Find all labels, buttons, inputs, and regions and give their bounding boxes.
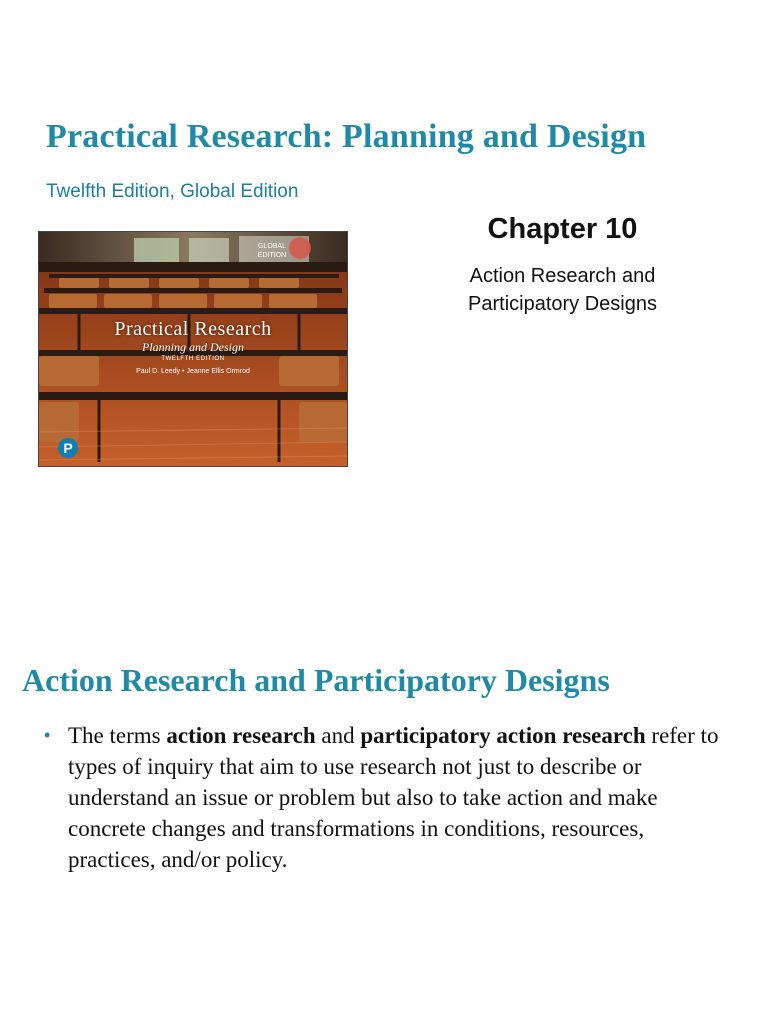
pearson-logo-icon: P [58, 438, 78, 458]
term-action-research: action research [166, 723, 316, 748]
chapter-block [420, 210, 705, 318]
cover-title: Practical Research [114, 318, 272, 340]
bullet-list [44, 720, 734, 875]
chapter-title [420, 262, 705, 318]
chapter-title-line-1: Action Research and [469, 265, 656, 287]
cover-edition: TWELFTH EDITION [161, 356, 225, 362]
edition-subtitle: Twelfth Edition, Global Edition [46, 181, 299, 202]
bullet-text-2: and [315, 723, 361, 748]
chapter-title-line-2: Participatory Designs [468, 293, 657, 315]
chapter-number: Chapter 10 [487, 213, 638, 245]
term-participatory-action-research: participatory action research [360, 723, 646, 748]
book-cover-image [38, 231, 348, 467]
bullet-text-1: The terms [68, 723, 167, 748]
cover-authors: Paul D. Leedy • Jeanne Ellis Ormrod [136, 368, 250, 375]
bullet-text-3: refer to types of inquiry that aim to use research not just to describe or understand an issue or problem but also to take action and make concrete changes and transformations in conditions, resources, practices, and/or policy. [68, 723, 719, 872]
slide-heading: Action Research and Participatory Designs [22, 662, 610, 698]
slide-title: Practical Research: Planning and Design [46, 118, 647, 155]
content-slide [0, 512, 768, 1024]
global-edition-badge: GLOBAL EDITION [257, 243, 287, 259]
cover-subtitle: Planning and Design [142, 340, 244, 354]
list-item [44, 720, 734, 875]
bullet-icon: • [44, 725, 51, 745]
